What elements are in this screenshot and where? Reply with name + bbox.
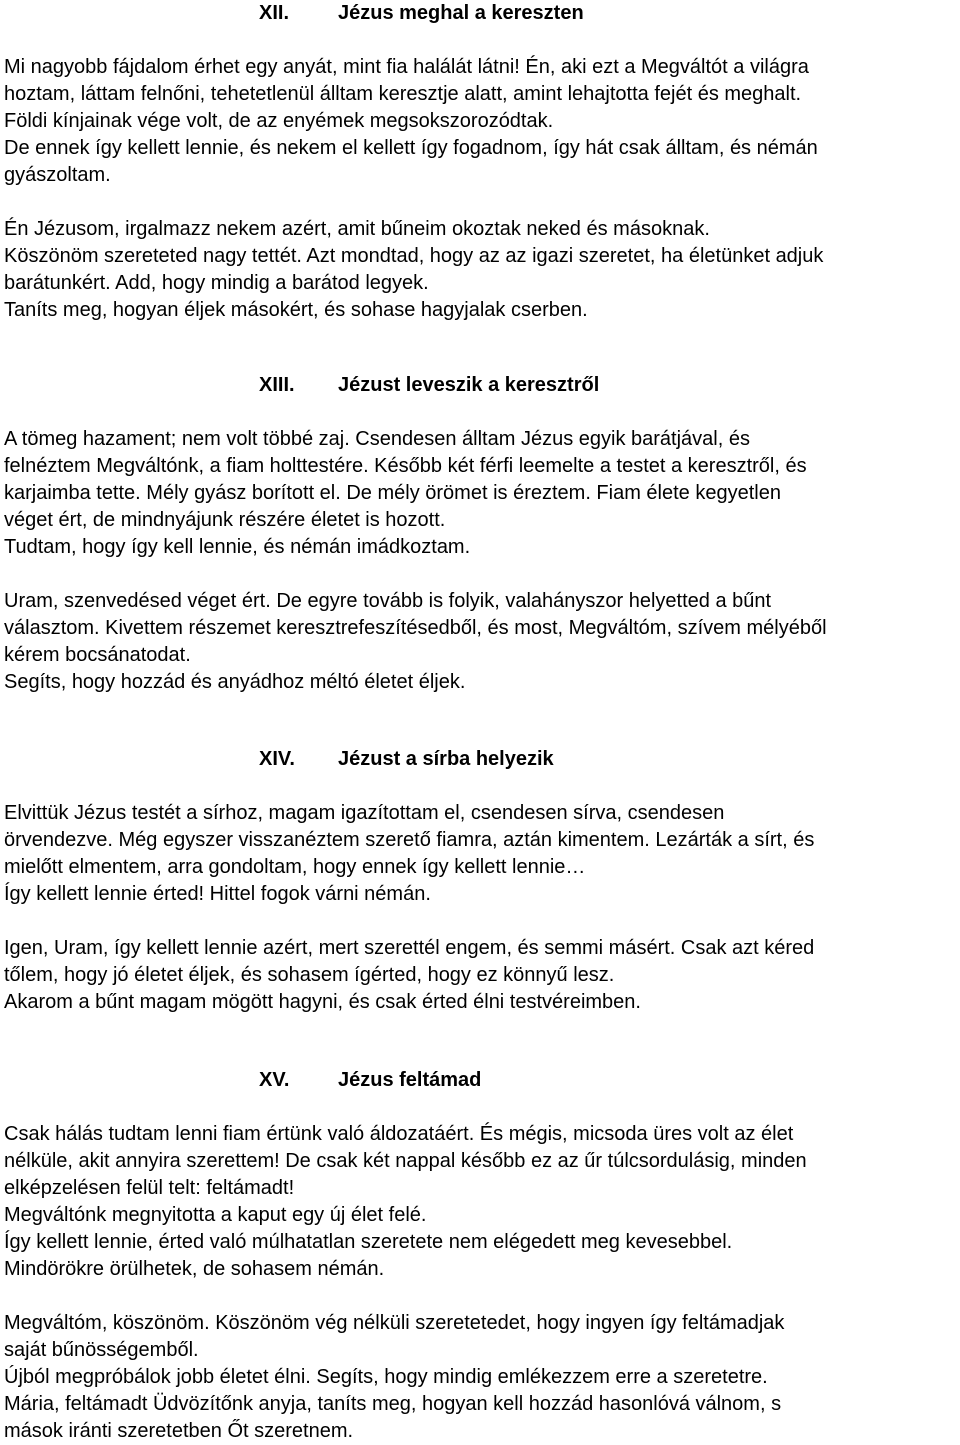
section-number: XII.	[259, 2, 290, 24]
text-line: Tudtam, hogy így kell lennie, és némán imádkoztam.	[4, 536, 471, 558]
text-line: Mi nagyobb fájdalom érhet egy anyát, mint fia halálát látni! Én, aki ezt a Megváltót a világra	[4, 56, 809, 78]
paragraph	[4, 426, 956, 561]
section-heading	[4, 0, 956, 27]
text-line: Megváltóm, köszönöm. Köszönöm vég nélküli szeretetedet, hogy ingyen így feltámadjak	[4, 1312, 785, 1334]
text-line: Így kellett lennie érted! Hittel fogok várni némán.	[4, 883, 431, 905]
section-xiii	[4, 372, 956, 696]
text-line: véget ért, de mindnyájunk részére életet is hozott.	[4, 509, 446, 531]
text-line: választom. Kivettem részemet keresztrefeszítésedből, és most, Megváltóm, szívem mélyéből	[4, 617, 827, 639]
paragraph	[4, 800, 956, 908]
section-heading	[4, 372, 956, 399]
paragraph	[4, 935, 956, 1016]
section-title: Jézus feltámad	[338, 1069, 482, 1091]
text-line: kérem bocsánatodat.	[4, 644, 191, 666]
text-line: Igen, Uram, így kellett lennie azért, mert szerettél engem, és semmi másért. Csak azt kéred	[4, 937, 815, 959]
section-heading	[4, 1067, 956, 1094]
text-line: De ennek így kellett lennie, és nekem el kellett így fogadnom, így hát csak álltam, és némán	[4, 137, 818, 159]
paragraph	[4, 1310, 956, 1445]
text-line: Elvittük Jézus testét a sírhoz, magam igazítottam el, csendesen sírva, csendesen	[4, 802, 725, 824]
text-line: saját bűnösségemből.	[4, 1339, 199, 1361]
text-line: barátunkért. Add, hogy mindig a barátod legyek.	[4, 272, 429, 294]
text-line: Uram, szenvedésed véget ért. De egyre tovább is folyik, valahányszor helyetted a bűnt	[4, 590, 772, 612]
section-number: XIV.	[259, 748, 295, 770]
section-xii	[4, 0, 956, 324]
paragraph	[4, 54, 956, 189]
text-line: Mindörökre örülhetek, de sohasem némán.	[4, 1258, 385, 1280]
paragraph	[4, 1121, 956, 1283]
text-line: gyászoltam.	[4, 164, 111, 186]
text-line: örvendezve. Még egyszer visszanéztem szerető fiamra, aztán kimentem. Lezárták a sírt, és	[4, 829, 815, 851]
text-line: elképzelésen felül telt: feltámadt!	[4, 1177, 295, 1199]
text-line: Segíts, hogy hozzád és anyádhoz méltó életet éljek.	[4, 671, 466, 693]
text-line: karjaimba tette. Mély gyász borított el. De mély örömet is éreztem. Fiam élete kegyetlen	[4, 482, 781, 504]
text-line: Megváltónk megnyitotta a kaput egy új élet felé.	[4, 1204, 427, 1226]
paragraph	[4, 216, 956, 324]
section-xv	[4, 1067, 956, 1445]
text-line: mielőtt elmentem, arra gondoltam, hogy ennek így kellett lennie…	[4, 856, 586, 878]
text-line: nélküle, akit annyira szerettem! De csak két nappal később ez az űr túlcsordulásig, minden	[4, 1150, 807, 1172]
text-line: Földi kínjainak vége volt, de az enyémek megsokszorozódtak.	[4, 110, 554, 132]
text-line: Újból megpróbálok jobb életet élni. Segíts, hogy mindig emlékezzem erre a szeretetre.	[4, 1366, 768, 1388]
section-title: Jézus meghal a kereszten	[338, 2, 584, 24]
text-line: tőlem, hogy jó életet éljek, és sohasem ígérted, hogy ez könnyű lesz.	[4, 964, 615, 986]
section-xiv	[4, 746, 956, 1016]
text-line: Akarom a bűnt magam mögött hagyni, és csak érted élni testvéreimben.	[4, 991, 641, 1013]
section-number: XIII.	[259, 374, 295, 396]
section-title: Jézust leveszik a keresztről	[338, 374, 600, 396]
section-title: Jézust a sírba helyezik	[338, 748, 554, 770]
text-line: Így kellett lennie, érted való múlhatatlan szeretete nem elégedett meg kevesebbel.	[4, 1231, 733, 1253]
paragraph	[4, 588, 956, 696]
text-line: Köszönöm szereteted nagy tettét. Azt mondtad, hogy az az igazi szeretet, ha életünket adjuk	[4, 245, 824, 267]
text-line: A tömeg hazament; nem volt többé zaj. Csendesen álltam Jézus egyik barátjával, és	[4, 428, 750, 450]
section-heading	[4, 746, 956, 773]
text-line: hoztam, láttam felnőni, tehetetlenül álltam keresztje alatt, amint lehajtotta fejét és meghalt.	[4, 83, 802, 105]
text-line: mások iránti szeretetben Őt szeretnem.	[4, 1420, 354, 1442]
text-line: felnéztem Megváltónk, a fiam holttestére. Később két férfi leemelte a testet a keresztről, és	[4, 455, 807, 477]
text-line: Én Jézusom, irgalmazz nekem azért, amit bűneim okoztak neked és másoknak.	[4, 218, 710, 240]
text-line: Csak hálás tudtam lenni fiam értünk való áldozatáért. És mégis, micsoda üres volt az élet	[4, 1123, 794, 1145]
section-number: XV.	[259, 1069, 290, 1091]
text-line: Mária, feltámadt Üdvözítőnk anyja, taníts meg, hogyan kell hozzád hasonlóvá válnom, s	[4, 1393, 782, 1415]
text-line: Taníts meg, hogyan éljek másokért, és sohase hagyjalak cserben.	[4, 299, 588, 321]
